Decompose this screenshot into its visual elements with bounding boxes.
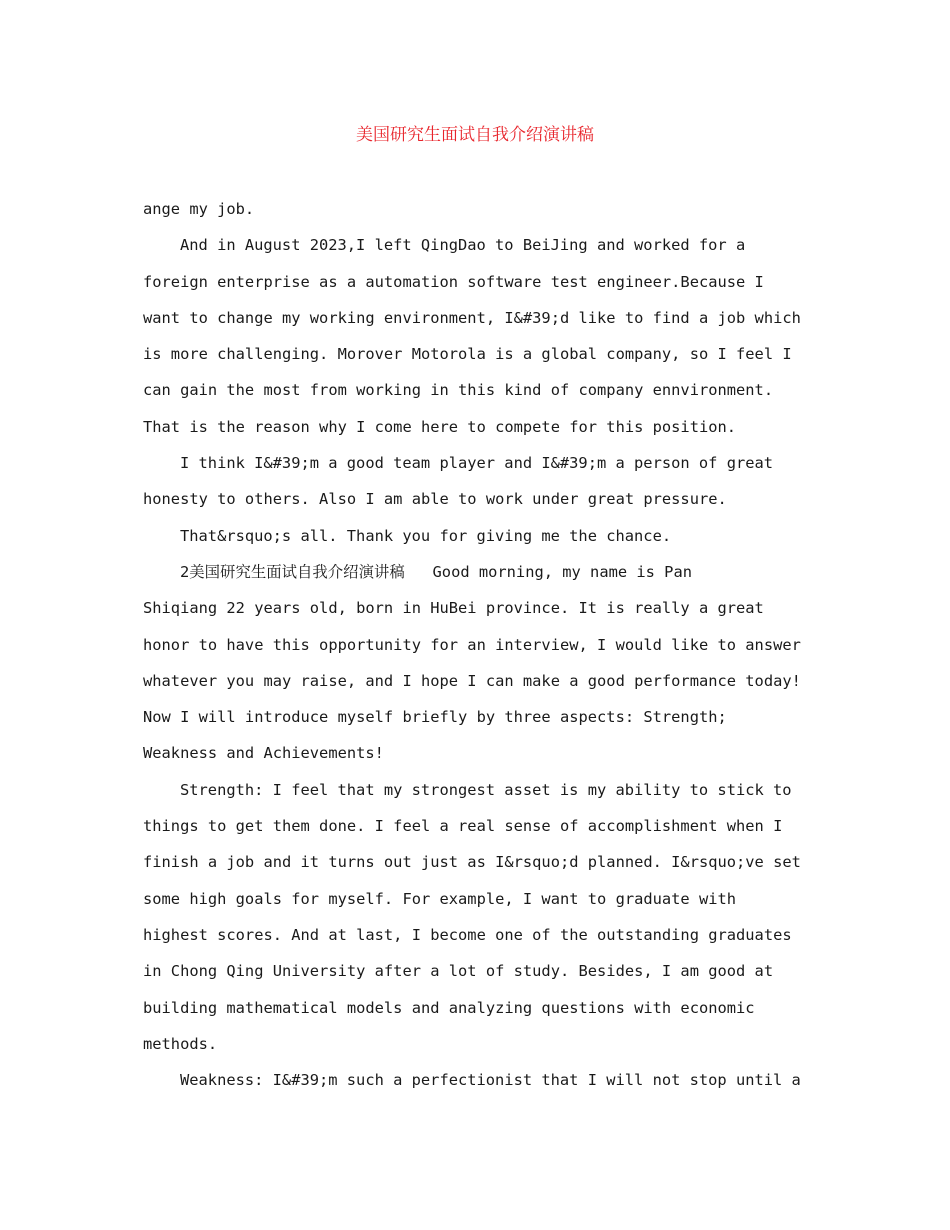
text-line: Now I will introduce myself briefly by three aspects: Strength;: [143, 708, 727, 727]
text-line: That is the reason why I come here to compete for this position.: [143, 417, 737, 436]
text-line: can gain the most from working in this kind of company ennvironment.: [143, 381, 774, 400]
text-line: whatever you may raise, and I hope I can make a good performance today!: [143, 671, 801, 690]
text-line: finish a job and it turns out just as I&rsquo;d planned. I&rsquo;ve set: [143, 853, 801, 872]
text-line: ange my job.: [143, 200, 255, 218]
text-line: That&rsquo;s all. Thank you for giving me the chance.: [180, 526, 672, 545]
text-line: highest scores. And at last, I become one of the outstanding graduates: [143, 925, 792, 944]
text-line: honesty to others. Also I am able to work under great pressure.: [143, 490, 727, 509]
document-body: [143, 191, 813, 1098]
text-line: And in August 2023,I left QingDao to BeiJing and worked for a: [180, 236, 746, 255]
text-line: some high goals for myself. For example, I want to graduate with: [143, 889, 737, 908]
text-line: foreign enterprise as a automation software test engineer.Because I: [143, 272, 764, 291]
text-line: 2美国研究生面试自我介绍演讲稿 Good morning, my name is Pan: [180, 562, 692, 581]
text-line: is more challenging. Morover Motorola is a global company, so I feel I: [143, 345, 792, 364]
text-line: building mathematical models and analyzing questions with economic: [143, 998, 755, 1017]
text-line: Shiqiang 22 years old, born in HuBei province. It is really a great: [143, 599, 764, 618]
text-line: methods.: [143, 1034, 218, 1053]
text-line: things to get them done. I feel a real sense of accomplishment when I: [143, 817, 783, 836]
text-line: honor to have this opportunity for an interview, I would like to answer: [143, 635, 801, 654]
document-title: 美国研究生面试自我介绍演讲稿: [356, 125, 594, 145]
text-line: in Chong Qing University after a lot of study. Besides, I am good at: [143, 962, 774, 981]
text-line: Weakness and Achievements!: [143, 744, 384, 763]
text-line: I think I&#39;m a good team player and I&#39;m a person of great: [180, 454, 774, 473]
text-line: Weakness: I&#39;m such a perfectionist that I will not stop until a: [180, 1071, 801, 1090]
text-line: want to change my working environment, I&#39;d like to find a job which: [143, 308, 801, 327]
text-line: Strength: I feel that my strongest asset is my ability to stick to: [180, 780, 792, 799]
